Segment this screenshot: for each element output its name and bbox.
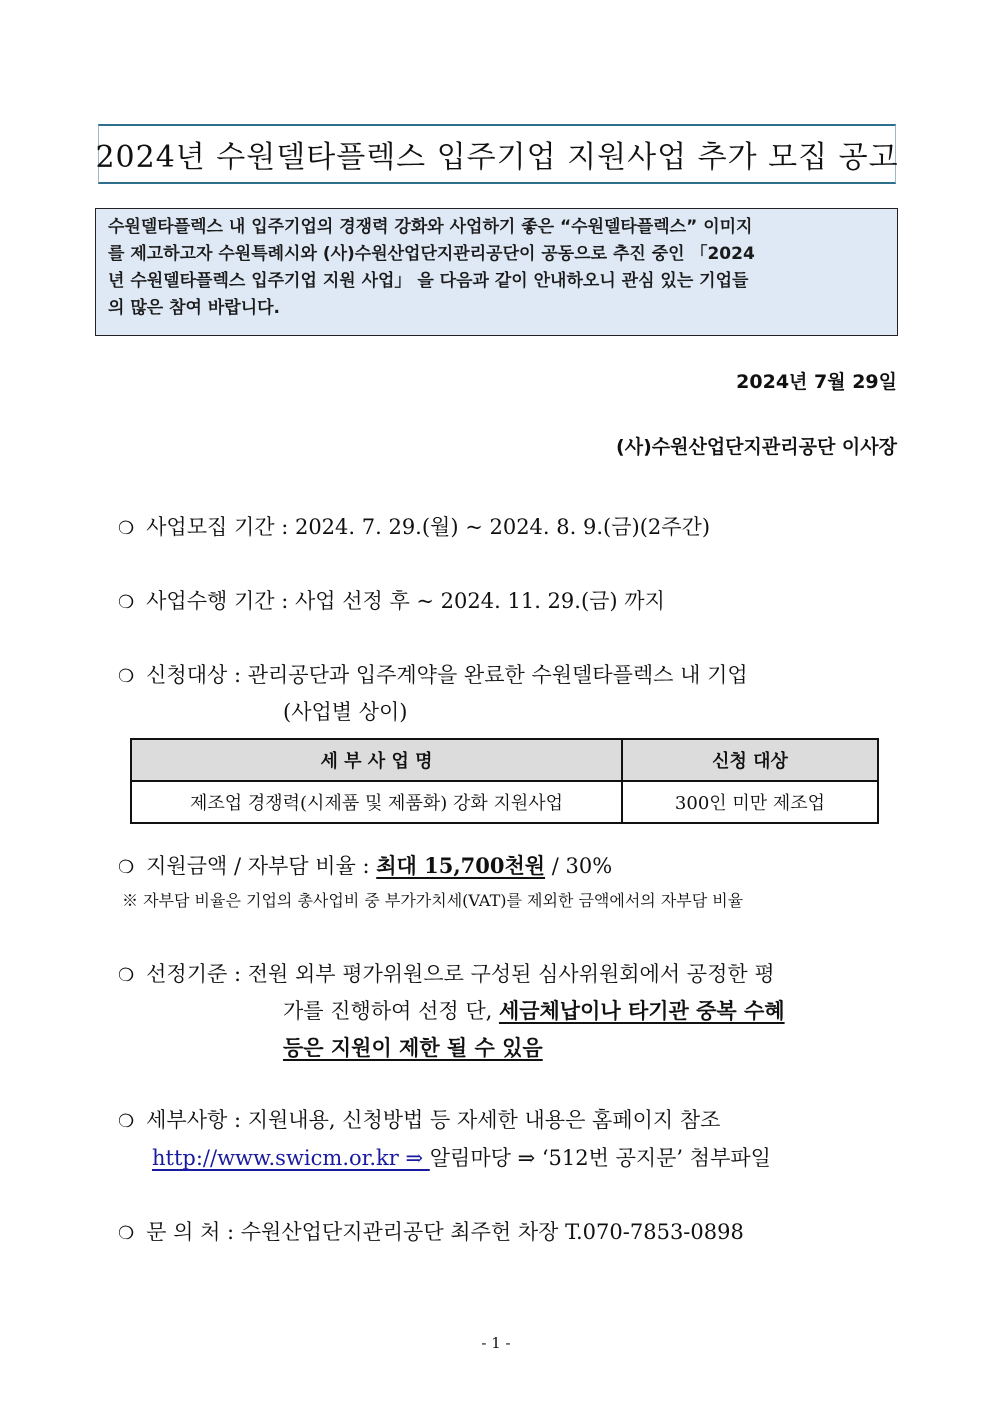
selection-line-1: 선정기준 : 전원 외부 평가위원으로 구성된 심사위원회에서 공정한 평 xyxy=(146,962,775,986)
page-number: - 1 - xyxy=(481,1334,511,1352)
issuer: (사)수원산업단지관리공단 이사장 xyxy=(616,436,897,458)
recruit-period xyxy=(118,511,710,541)
selection-line-3 xyxy=(283,1032,543,1062)
homepage-link[interactable]: http://www.swicm.or.kr ⇒ xyxy=(152,1146,430,1170)
intro-box xyxy=(95,208,898,336)
table-cell-program: 제조업 경쟁력(시제품 및 제품화) 강화 지원사업 xyxy=(131,781,622,823)
intro-line-3: 년 수원델타플렉스 입주기업 지원 사업」 을 다음과 같이 안내하오니 관심 있는 기업들 xyxy=(108,271,749,291)
table-cell-target: 300인 미만 제조업 xyxy=(622,781,878,823)
eligibility-text: 신청대상 : 관리공단과 입주계약을 완료한 수원델타플렉스 내 기업 xyxy=(146,663,748,687)
execution-period-text: 사업수행 기간 : 사업 선정 후 ~ 2024. 11. 29.(금) 까지 xyxy=(146,589,665,613)
selection-line-2 xyxy=(283,995,785,1025)
funding-amount: 최대 15,700천원 xyxy=(376,853,546,878)
execution-period xyxy=(118,585,665,615)
selection-line-2-plain: 가를 진행하여 선정 단, xyxy=(283,999,499,1023)
table-header-row xyxy=(131,739,878,781)
program-table xyxy=(130,738,879,824)
details-path: 알림마당 ⇒ ‘512번 공지문’ 첨부파일 xyxy=(429,1146,771,1170)
intro-line-2: 를 제고하고자 수원특례시와 (사)수원산업단지관리공단이 공동으로 추진 중인 「2024 xyxy=(108,244,755,264)
table-header-program: 세 부 사 업 명 xyxy=(131,739,622,781)
eligibility-note: (사업별 상이) xyxy=(283,700,408,724)
bullet-icon: ❍ xyxy=(118,1111,135,1132)
bullet-icon: ❍ xyxy=(118,592,135,613)
selection-restriction-end: 등은 지원이 제한 될 수 있음 xyxy=(283,1035,543,1060)
bullet-icon: ❍ xyxy=(118,965,135,986)
page-title: 2024년 수원델타플렉스 입주기업 지원사업 추가 모집 공고 xyxy=(95,140,899,175)
table-header-target: 신청 대상 xyxy=(622,739,878,781)
selection-criteria xyxy=(118,958,775,988)
funding-suffix: / 30% xyxy=(545,854,613,878)
details-line-1: 세부사항 : 지원내용, 신청방법 등 자세한 내용은 홈페이지 참조 xyxy=(146,1108,721,1132)
bullet-icon: ❍ xyxy=(118,857,135,878)
bullet-icon: ❍ xyxy=(118,1223,135,1244)
table-row xyxy=(131,781,878,823)
announcement-date: 2024년 7월 29일 xyxy=(736,371,897,393)
funding xyxy=(118,850,612,880)
selection-restriction: 세금체납이나 타기관 중복 수혜 xyxy=(498,998,785,1023)
intro-line-1: 수원델타플렉스 내 입주기업의 경쟁력 강화와 사업하기 좋은 “수원델타플렉스” 이미지 xyxy=(108,217,753,237)
bullet-icon: ❍ xyxy=(118,666,135,687)
bullet-icon: ❍ xyxy=(118,518,135,539)
recruit-period-text: 사업모집 기간 : 2024. 7. 29.(월) ~ 2024. 8. 9.(금)(2주간) xyxy=(146,515,711,539)
funding-prefix: 지원금액 / 자부담 비율 : xyxy=(146,854,377,878)
details xyxy=(118,1104,720,1134)
eligibility xyxy=(118,659,748,689)
intro-line-4: 의 많은 참여 바랍니다. xyxy=(108,298,281,318)
contact xyxy=(118,1216,744,1246)
title-box xyxy=(95,124,899,184)
details-line-2 xyxy=(152,1142,771,1172)
contact-text: 문 의 처 : 수원산업단지관리공단 최주헌 차장 T.070-7853-0898 xyxy=(146,1220,744,1244)
funding-note: ※ 자부담 비율은 기업의 총사업비 중 부가가치세(VAT)를 제외한 금액에서의 자부담 비율 xyxy=(122,891,744,910)
